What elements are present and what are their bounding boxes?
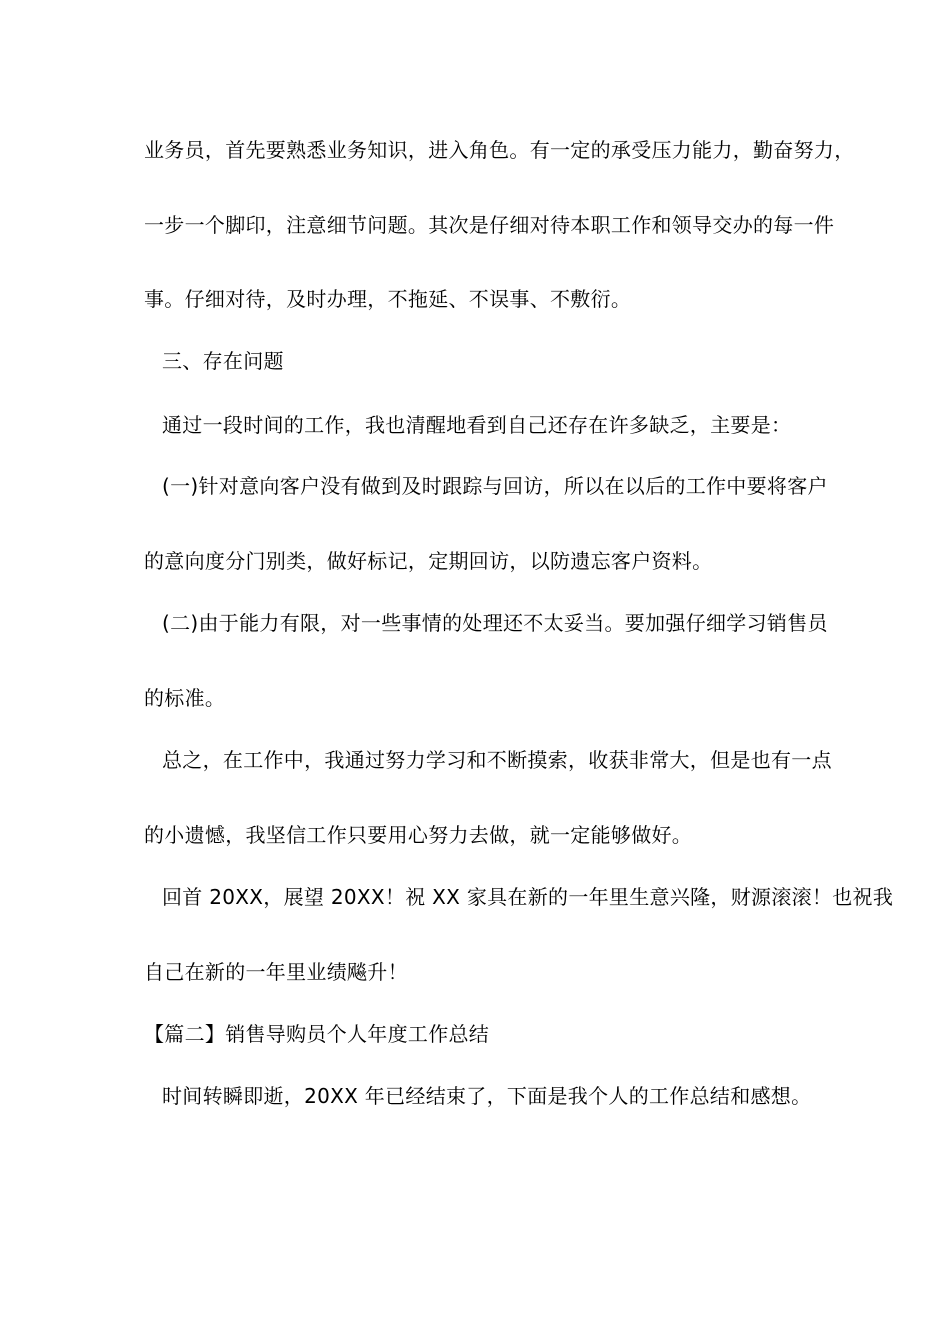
paragraph-line: 自己在新的一年里业绩飚升！	[144, 960, 408, 984]
paragraph-line: (一)针对意向客户没有做到及时跟踪与回访，所以在以后的工作中要将客户	[162, 474, 828, 498]
paragraph-line: 通过一段时间的工作，我也清醒地看到自己还存在许多缺乏，主要是：	[162, 413, 792, 437]
section-title: 【篇二】销售导购员个人年度工作总结	[144, 1022, 490, 1046]
paragraph-line: 事。仔细对待，及时办理，不拖延、不误事、不敷衍。	[144, 287, 632, 311]
paragraph-line: 时间转瞬即逝，20XX 年已经结束了，下面是我个人的工作总结和感想。	[162, 1084, 812, 1108]
paragraph-line: 的标准。	[144, 686, 226, 710]
paragraph-line: 回首 20XX，展望 20XX！祝 XX 家具在新的一年里生意兴隆，财源滚滚！也祝我	[162, 885, 894, 909]
paragraph-line: 一步一个脚印，注意细节问题。其次是仔细对待本职工作和领导交办的每一件	[144, 213, 835, 237]
paragraph-line: 的意向度分门别类，做好标记，定期回访，以防遗忘客户资料。	[144, 549, 713, 573]
paragraph-line: 总之，在工作中，我通过努力学习和不断摸索，收获非常大，但是也有一点	[162, 748, 832, 772]
paragraph-line: (二)由于能力有限，对一些事情的处理还不太妥当。要加强仔细学习销售员	[162, 611, 828, 635]
paragraph-line: 的小遗憾，我坚信工作只要用心努力去做，就一定能够做好。	[144, 823, 693, 847]
section-heading: 三、存在问题	[162, 349, 284, 373]
paragraph-line: 业务员，首先要熟悉业务知识，进入角色。有一定的承受压力能力，勤奋努力，	[144, 138, 855, 162]
